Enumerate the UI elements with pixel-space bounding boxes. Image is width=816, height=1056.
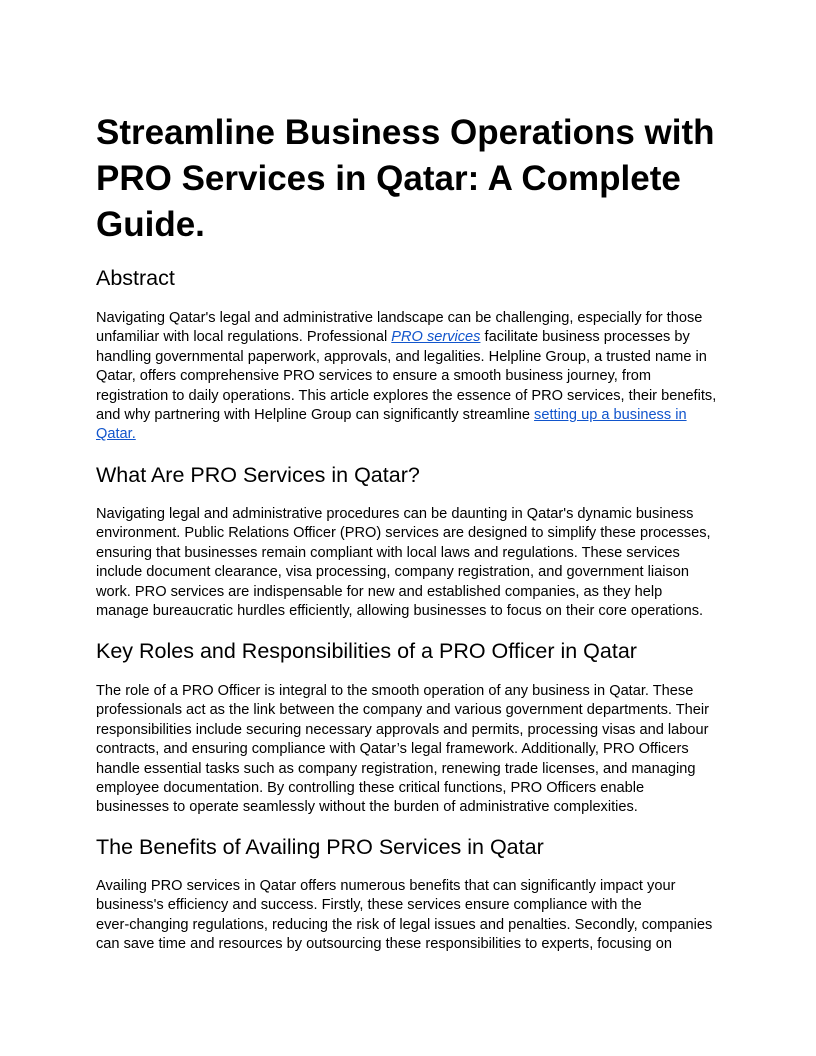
text-line: Navigating legal and administrative procedures can be daunting in Qatar's dynamic business — [96, 506, 694, 522]
text-line: businesses to operate seamlessly without the burden of administrative complexities. — [96, 799, 638, 816]
section-paragraph — [96, 682, 726, 818]
title-line: Streamline Business Operations with — [96, 113, 715, 152]
text-line: professionals act as the link between the company and various government departments. Their — [96, 702, 710, 719]
text-line — [96, 425, 726, 444]
text-line: contracts, and ensuring compliance with Qatar’s legal framework. Additionally, PRO Officers — [96, 741, 689, 758]
text-fragment: facilitate business processes by — [480, 329, 690, 346]
text-line: business's efficiency and success. Firstly, these services ensure compliance with the — [96, 897, 642, 914]
text-fragment: and why partnering with Helpline Group can significantly streamline — [96, 407, 535, 424]
text-line: Navigating Qatar's legal and administrative landscape can be challenging, especially for those — [96, 310, 703, 326]
text-line: ensuring that businesses remain compliant with local laws and regulations. These services — [96, 544, 680, 561]
text-line: include document clearance, visa processing, company registration, and government liaison — [96, 564, 689, 581]
section-heading-key-roles: Key Roles and Responsibilities of a PRO Officer in Qatar — [96, 639, 637, 663]
abstract-heading: Abstract — [96, 266, 175, 290]
text-line: registration to daily operations. This article explores the essence of PRO services, their benefits, — [96, 387, 717, 404]
text-line: manage bureaucratic hurdles efficiently, allowing businesses to focus on their core operations. — [96, 603, 704, 620]
section-heading-benefits: The Benefits of Availing PRO Services in Qatar — [96, 835, 544, 859]
text-line: responsibilities include securing necessary approvals and permits, processing visas and labour — [96, 721, 709, 738]
title-line: Guide. — [96, 205, 205, 244]
text-line: Qatar, offers comprehensive PRO services to ensure a smooth business journey, from — [96, 368, 652, 385]
text-line: The role of a PRO Officer is integral to the smooth operation of any business in Qatar. These — [96, 683, 694, 699]
text-line: can save time and resources by outsourcing these responsibilities to experts, focusing on — [96, 936, 672, 953]
section-paragraph — [96, 505, 726, 621]
text-fragment: unfamiliar with local regulations. Professional — [96, 329, 392, 346]
text-line: employee documentation. By controlling these critical functions, PRO Officers enable — [96, 780, 645, 797]
text-line: handle essential tasks such as company registration, renewing trade licenses, and managing — [96, 760, 696, 777]
text-line — [96, 406, 726, 425]
abstract-paragraph — [96, 309, 726, 445]
page-title — [96, 110, 726, 248]
text-line: work. PRO services are indispensable for new and established companies, as they help — [96, 583, 663, 600]
text-line — [96, 328, 726, 347]
pro-services-link[interactable]: PRO services — [391, 329, 481, 346]
text-line: Availing PRO services in Qatar offers numerous benefits that can significantly impact your — [96, 878, 676, 894]
title-line: PRO Services in Qatar: A Complete — [96, 159, 681, 198]
business-setup-link-continued[interactable]: Qatar. — [96, 426, 136, 443]
text-line: ever-changing regulations, reducing the risk of legal issues and penalties. Secondly, companies — [96, 916, 713, 933]
section-paragraph — [96, 877, 726, 955]
text-line: handling governmental paperwork, approvals, and legalities. Helpline Group, a trusted name in — [96, 348, 707, 365]
section-heading-what-are-pro-services: What Are PRO Services in Qatar? — [96, 463, 420, 487]
text-line: environment. Public Relations Officer (PRO) services are designed to simplify these processes, — [96, 525, 711, 542]
business-setup-link[interactable]: setting up a business in — [534, 407, 687, 424]
